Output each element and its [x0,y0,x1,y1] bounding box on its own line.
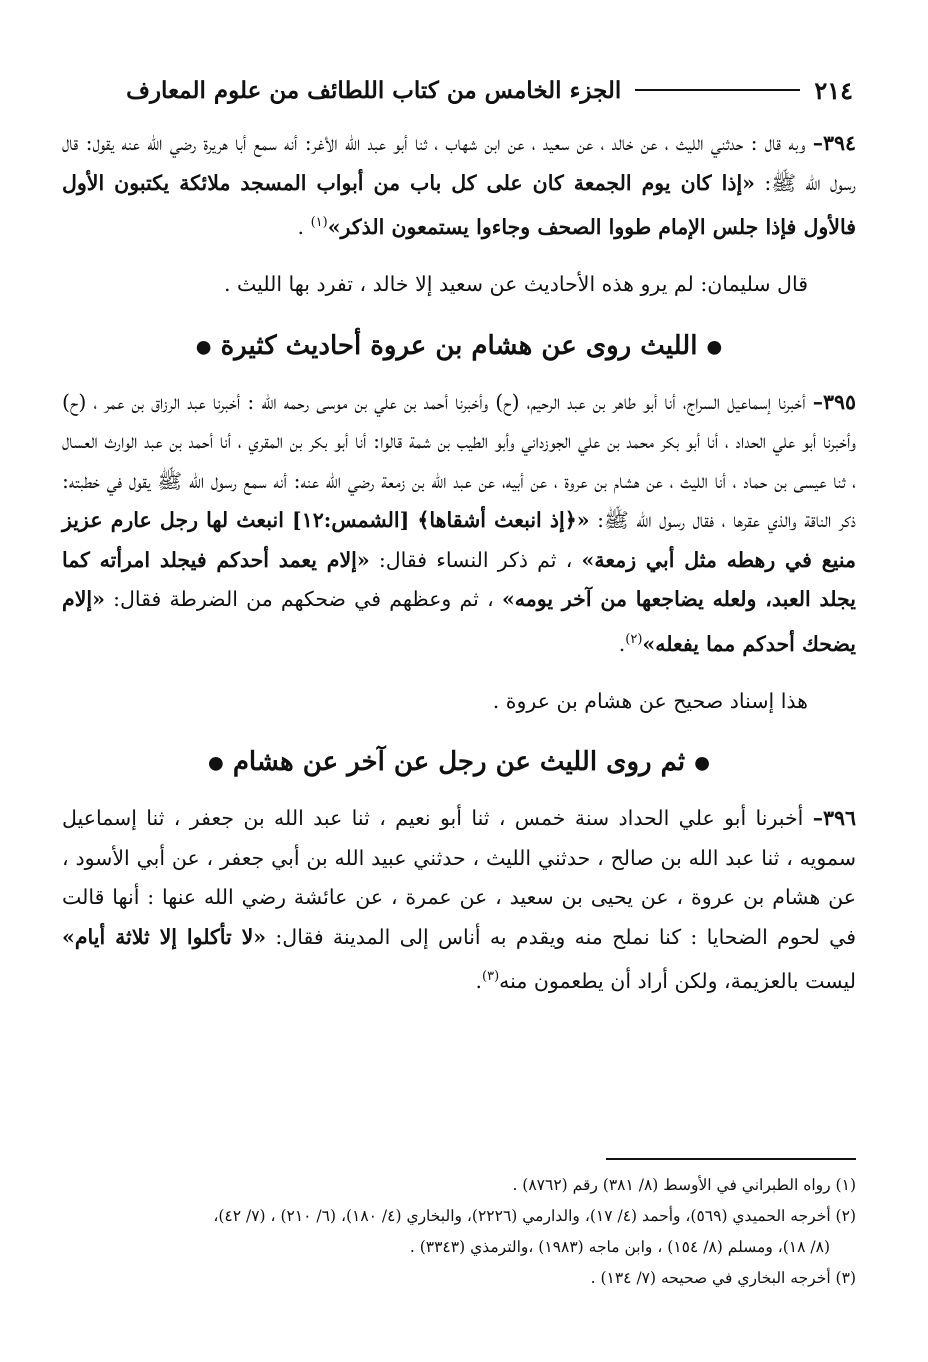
footnote-ref: (٢) [625,631,643,647]
header-rule [635,89,800,91]
bullet-icon: ● [195,336,212,358]
quran-quote: «﴿إذ انبعث أشقاها﴾ [الشمس:١٢] انبعث لها رجل عارم عزيز منيع في رهطه مثل أبي زمعة» [62,508,856,572]
bullet-icon: ● [694,752,710,774]
hadith-394 [62,124,856,247]
narration-text: ليست بالعزيمة، ولكن أراد أن يطعمون منه [499,968,856,993]
commentary-394: قال سليمان: لم يرو هذه الأحاديث عن سعيد إلا خالد ، تفرد بها الليث . [223,272,808,297]
footnote-ref: (٣) [482,969,500,985]
narration-text: ، ثم وعظهم في ضحكهم من الضرطة فقال: [104,587,502,612]
footnote-2: (٢) أخرجه الحميدي (٥٦٩)، وأحمد (٤/ ١٧)، والدارمي (٢٢٢٦)، والبخاري (٤/ ١٨٠)، (٦/ ٢١٠) ، (٧/ ٤٢)، [213,1207,856,1225]
running-title: الجزء الخامس من كتاب اللطائف من علوم المعارف [126,76,622,104]
isnad-text: أخبرنا أبو علي الحداد سنة خمس ، ثنا أبو نعيم ، ثنا عبد الله بن جعفر ، ثنا إسماعيل سمويه ، ثنا عبد الله بن صالح ، حدثني الليث ، حدثني عبيد الله بن أبي جعفر ، عن أبي الأسود ، عن هشام بن عروة ، عن يحيى بن سعيد ، عن عمرة ، عن عائشة رضي الله عنها : أنها قالت في لحوم الضحايا : كنا نملح منه ويقدم به أناس إلى المدينة فقال: [62,806,856,949]
sentence-end: . [618,631,626,656]
hadith-text: «لا تأكلوا إلا ثلاثة أيام» [62,924,267,949]
footnote-separator [606,1158,856,1160]
hadith-395 [62,383,856,664]
footnote-3: (٣) أخرجه البخاري في صحيحه (٧/ ١٣٤) . [590,1269,856,1287]
body-text [62,124,856,1001]
section-heading-1 [62,327,856,367]
page-number: ٢١٤ [814,75,853,105]
section-heading-text: الليث روى عن هشام بن عروة أحاديث كثيرة [220,330,698,361]
hadith-number: ٣٩٦– [812,806,856,831]
section-heading-text: ثم روى الليث عن رجل عن آخر عن هشام [232,747,686,778]
sentence-end: . [475,968,483,993]
page-header [60,70,853,110]
commentary-395: هذا إسناد صحيح عن هشام بن عروة . [492,688,808,713]
isnad-text: وبه قال : حدثني الليث ، عن خالد ، عن سعيد ، عن ابن شهاب ، ثنا أبو عبد الله الأغر: أنه سمع أبا هريرة رضي الله عنه يقول: قال رسول الله ﷺ: [62,131,856,195]
footnote-ref: (١) [310,215,328,230]
bullet-icon: ● [208,752,224,774]
hadith-text: «إلام يعمد أحدكم فيجلد امرأته كما يجلد العبد، ولعله يضاجعها من آخر يومه» [62,547,856,612]
hadith-number: ٣٩٤– [812,131,856,155]
footnote-2-continued: (٨/ ١٨)، ومسلم (٨/ ١٥٤) ، وابن ماجه (١٩٨٣) ،والترمذي (٣٣٤٣) . [409,1238,830,1256]
hadith-text: «إلام يضحك أحدكم مما يفعله» [62,587,856,656]
section-heading-2 [62,743,856,783]
footnotes [62,1170,856,1294]
hadith-text: «إذا كان يوم الجمعة كان على كل باب من أبواب المسجد ملائكة يكتبون الأول فالأول فإذا جلس الإمام طووا الصحف وجاءوا يستمعون الذكر» [62,170,856,239]
sentence-end: . [297,214,311,239]
hadith-396 [62,799,856,1001]
bullet-icon: ● [706,336,723,358]
isnad-text: أخبرنا إسماعيل السراج، أنا أبو طاهر بن عبد الرحيم، (ح) وأخبرنا أحمد بن علي بن موسى رحمه الله : أخبرنا عبد الرزاق بن عمر ، (ح) وأخبرنا أبو علي الحداد ، أنا أبو بكر محمد بن علي الجوزداني وأبو الطيب بن شمة قالوا: أنا أبو بكر بن المقري ، أنا أحمد بن عبد الوارث العسال ، ثنا عيسى بن حماد ، أنا الليث ، عن هشام بن عروة ، عن أبيه، عن عبد الله بن زمعة رضي الله عنه: أنه سمع رسول الله ﷺ يقول في خطبته: ذكر الناقة والذي عقرها ، فقال رسول الله ﷺ: [62,389,856,533]
footnote-1: (١) رواه الطبراني في الأوسط (٨/ ٣٨١) رقم (٨٧٦٢) . [512,1176,856,1194]
hadith-number: ٣٩٥– [812,389,856,414]
narration-text: ، ثم ذكر النساء فقال: [369,547,582,572]
